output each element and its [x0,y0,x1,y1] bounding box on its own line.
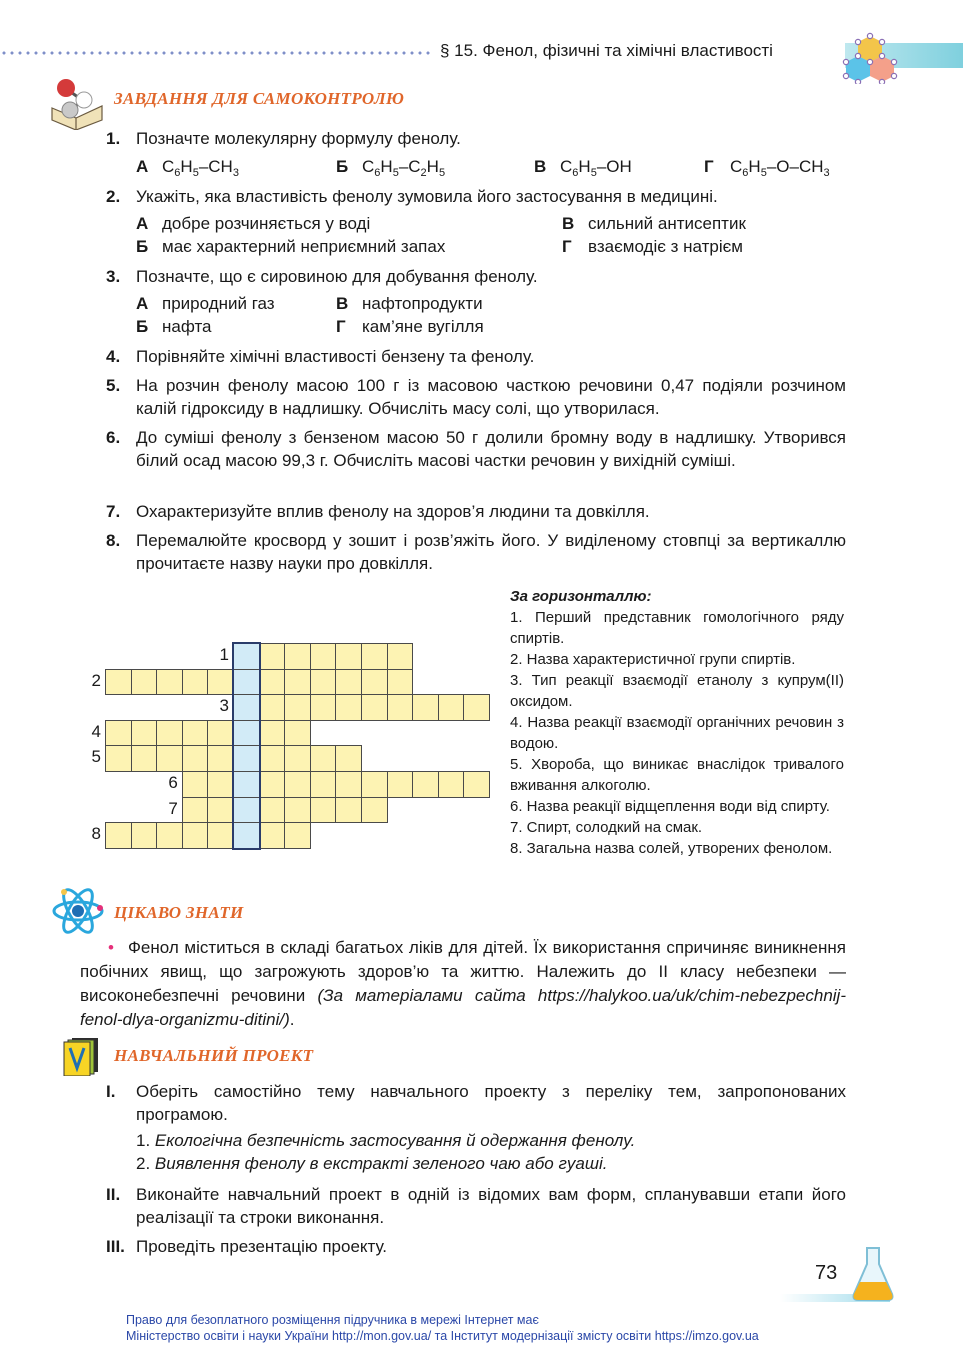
question-7: 7. Охарактеризуйте вплив фенолу на здоров’я людини та довкілля. [106,502,650,521]
crossword-row-label: 4 [91,721,101,741]
crossword-cell [361,669,388,696]
crossword-highlight-column [232,642,261,850]
footer-line-1: Право для безоплатного розміщення підручника в мережі Інтернет має [126,1313,539,1327]
crossword-cell [284,694,311,721]
crossword-cell [182,669,209,696]
crossword-cell [259,694,286,721]
crossword-cell [284,669,311,696]
crossword-cell [105,822,132,849]
question-8: 8. Перемалюйте кросворд у зошит і розв’яжіть його. У виділеному стовпці за вертикаллю прочитаєте назву науки про довкілля. [106,531,846,573]
question-1: 1. Позначте молекулярну формулу фенолу. [106,129,461,148]
interesting-heading: ЦІКАВО ЗНАТИ [114,903,244,922]
clue-3: 3. Тип реакції взаємодії етанолу з купрум(II) оксидом. [510,672,844,710]
crossword-cell [284,745,311,772]
crossword-cell [156,720,183,747]
clue-6: 6. Назва реакції відщеплення води від спирту. [510,798,830,815]
crossword-cell [284,720,311,747]
project-heading: НАВЧАЛЬНИЙ ПРОЕКТ [114,1046,314,1065]
crossword-cell [259,745,286,772]
page-number: 73 [815,1262,838,1284]
clue-7: 7. Спирт, солодкий на смак. [510,819,703,836]
crossword-row-label: 7 [168,798,178,818]
crossword-cell [310,694,337,721]
crossword-cell [284,643,311,670]
crossword-cell [182,771,209,798]
crossword-cell [335,694,362,721]
crossword-cell [438,771,465,798]
crossword-cell [387,771,414,798]
q3-option-c: В нафтопродукти [336,294,483,313]
crossword-cell [310,643,337,670]
crossword-cell [105,745,132,772]
crossword-cell [284,797,311,824]
crossword-cell [361,797,388,824]
crossword-cell [335,797,362,824]
page-header-title: § 15. Фенол, фізичні та хімічні властивості [440,41,773,60]
crossword-cell [361,694,388,721]
question-3: 3. Позначте, що є сировиною для добування фенолу. [106,267,538,286]
q1-option-a: А $C_6H_5-CH_3$ [136,157,239,179]
book-molecule-icon [48,76,106,130]
q2-option-b: Б має характерний неприємний запах [136,237,446,256]
question-5: 5. На розчин фенолу масою 100 г із масовою часткою речовини 0,47 подіяли розчином калій гідроксиду в надлишку. Обчисліть масу солі, що утворилася. [106,376,846,418]
clue-5: 5. Хвороба, що виникає внаслідок тривалого вживання алкоголю. [510,756,844,794]
crossword-cell [259,822,286,849]
crossword-cell [182,822,209,849]
crossword-cell [335,669,362,696]
crossword-cell [105,720,132,747]
crossword-cell [412,771,439,798]
question-6: 6. До суміші фенолу з бензеном масою 50 г долили бромну воду в надлишку. Утворився білий осад масою 99,3 г. Обчисліть масові частки речовин у вихідній суміші. [106,428,846,470]
crossword-cell [412,694,439,721]
interesting-text: Фенол міститься в складі багатьох ліків для дітей. Їх використання спричиняє виникнення побічних явищ, що загрожують здоров’ю та життю. Належить до II класу небезпеки — високонебезпечні речовини [80,938,846,1005]
molecule-decoration-icon [842,28,900,84]
crossword-cell [131,822,158,849]
crossword-cell [310,797,337,824]
q3-option-b: Б нафта [136,317,212,336]
q3-option-a: А природний газ [136,294,275,313]
crossword-cell [259,720,286,747]
crossword-cell [259,771,286,798]
crossword-cell [284,822,311,849]
crossword-cell [182,797,209,824]
crossword-row-label: 2 [91,670,101,690]
crossword-cell [156,822,183,849]
q2-option-d: Г взаємодіє з натрієм [562,237,743,256]
interesting-paragraph: • Фенол міститься в складі багатьох ліків для дітей. Їх використання спричиняє виникнення побічних явищ, що загрожують здоров’ю та життю. Належить до II класу небезпеки — високонебезпечні речовини (За матеріалами сайта https://halykoo.ua/uk/chim-nebezpechnij-fenol-dlya-organizmu-ditini/). [80,938,846,1029]
crossword-clues [510,586,844,859]
question-2: 2. Укажіть, яка властивість фенолу зумовила його застосування в медицині. [106,187,718,206]
crossword-cell [310,745,337,772]
crossword-cell [259,643,286,670]
q1-option-d: Г $C_6H_5-O-CH_3$ [704,157,830,179]
atom-icon [50,884,106,938]
self-control-heading: ЗАВДАННЯ ДЛЯ САМОКОНТРОЛЮ [114,89,405,108]
crossword-row-label: 1 [219,645,229,664]
crossword-cell [259,669,286,696]
crossword-cell [259,797,286,824]
crossword-cell [207,745,234,772]
clues-heading: За горизонталлю: [510,588,652,605]
flask-icon [850,1244,896,1302]
footer-line-2: Міністерство освіти і науки України http://mon.gov.ua/ та Інститут модернізації змісту освіти https://imzo.gov.ua [126,1329,759,1343]
crossword-cell [361,771,388,798]
project-topic-1: 1. Екологічна безпечність застосування й одержання фенолу. [136,1131,636,1150]
crossword-cell [207,797,234,824]
crossword-cell [182,745,209,772]
interesting-source: (За матеріалами сайта https://halykoo.ua/uk/chim-nebezpechnij-fenol-dlya-organizmu-ditini/) [80,986,846,1029]
q1-option-c: В $C_6H_5-OH$ [534,157,632,179]
crossword-cell [131,669,158,696]
crossword-row-label: 3 [219,696,229,716]
bullet-icon: • [108,938,114,957]
q2-option-c: В сильний антисептик [562,214,746,233]
crossword-cell [387,694,414,721]
crossword-cell [131,745,158,772]
crossword-cell [207,771,234,798]
project-step-3: III. Проведіть презентацію проекту. [106,1237,388,1256]
project-step-2: II. Виконайте навчальний проект в одній із відомих вам форм, спланувавши етапи його реалізації та строки виконання. [106,1185,846,1227]
crossword-cell [387,643,414,670]
crossword-cell [438,694,465,721]
crossword-cell [463,694,490,721]
q3-option-d: Г кам’яне вугілля [336,317,484,336]
clue-1: 1. Перший представник гомологічного ряду спиртів. [510,609,844,647]
crossword-cell [156,669,183,696]
crossword-cell [207,822,234,849]
crossword-cell [131,720,158,747]
clue-4: 4. Назва реакції взаємодії органічних речовин з водою. [510,714,844,752]
crossword-cell [335,643,362,670]
project-step-1: I. Оберіть самостійно тему навчального проекту з переліку тем, запропонованих програмою. [106,1082,846,1124]
clue-2: 2. Назва характеристичної групи спиртів. [510,651,796,668]
crossword-cell [335,771,362,798]
q2-option-a: А добре розчиняється у воді [136,214,371,233]
crossword-cell [207,720,234,747]
crossword-row-label: 6 [168,773,178,792]
header-dotted-line [0,51,430,55]
crossword-cell [156,745,183,772]
project-books-icon [62,1036,100,1076]
crossword-cell [335,745,362,772]
crossword-cell [463,771,490,798]
crossword-row-label: 8 [91,824,101,844]
crossword-cell [361,643,388,670]
q1-option-b: Б $C_6H_5-C_2H_5$ [336,157,446,179]
crossword-row-label: 5 [91,747,101,767]
project-topic-2: 2. Виявлення фенолу в екстракті зеленого чаю або гуаші. [136,1154,608,1173]
crossword-cell [310,669,337,696]
crossword-cell [387,669,414,696]
crossword-cell [105,669,132,696]
question-4: 4. Порівняйте хімічні властивості бензену та фенолу. [106,347,535,366]
crossword-cell [182,720,209,747]
crossword-cell [310,771,337,798]
clue-8: 8. Загальна назва солей, утворених фенолом. [510,840,833,857]
crossword-cell [207,669,234,696]
crossword-cell [284,771,311,798]
